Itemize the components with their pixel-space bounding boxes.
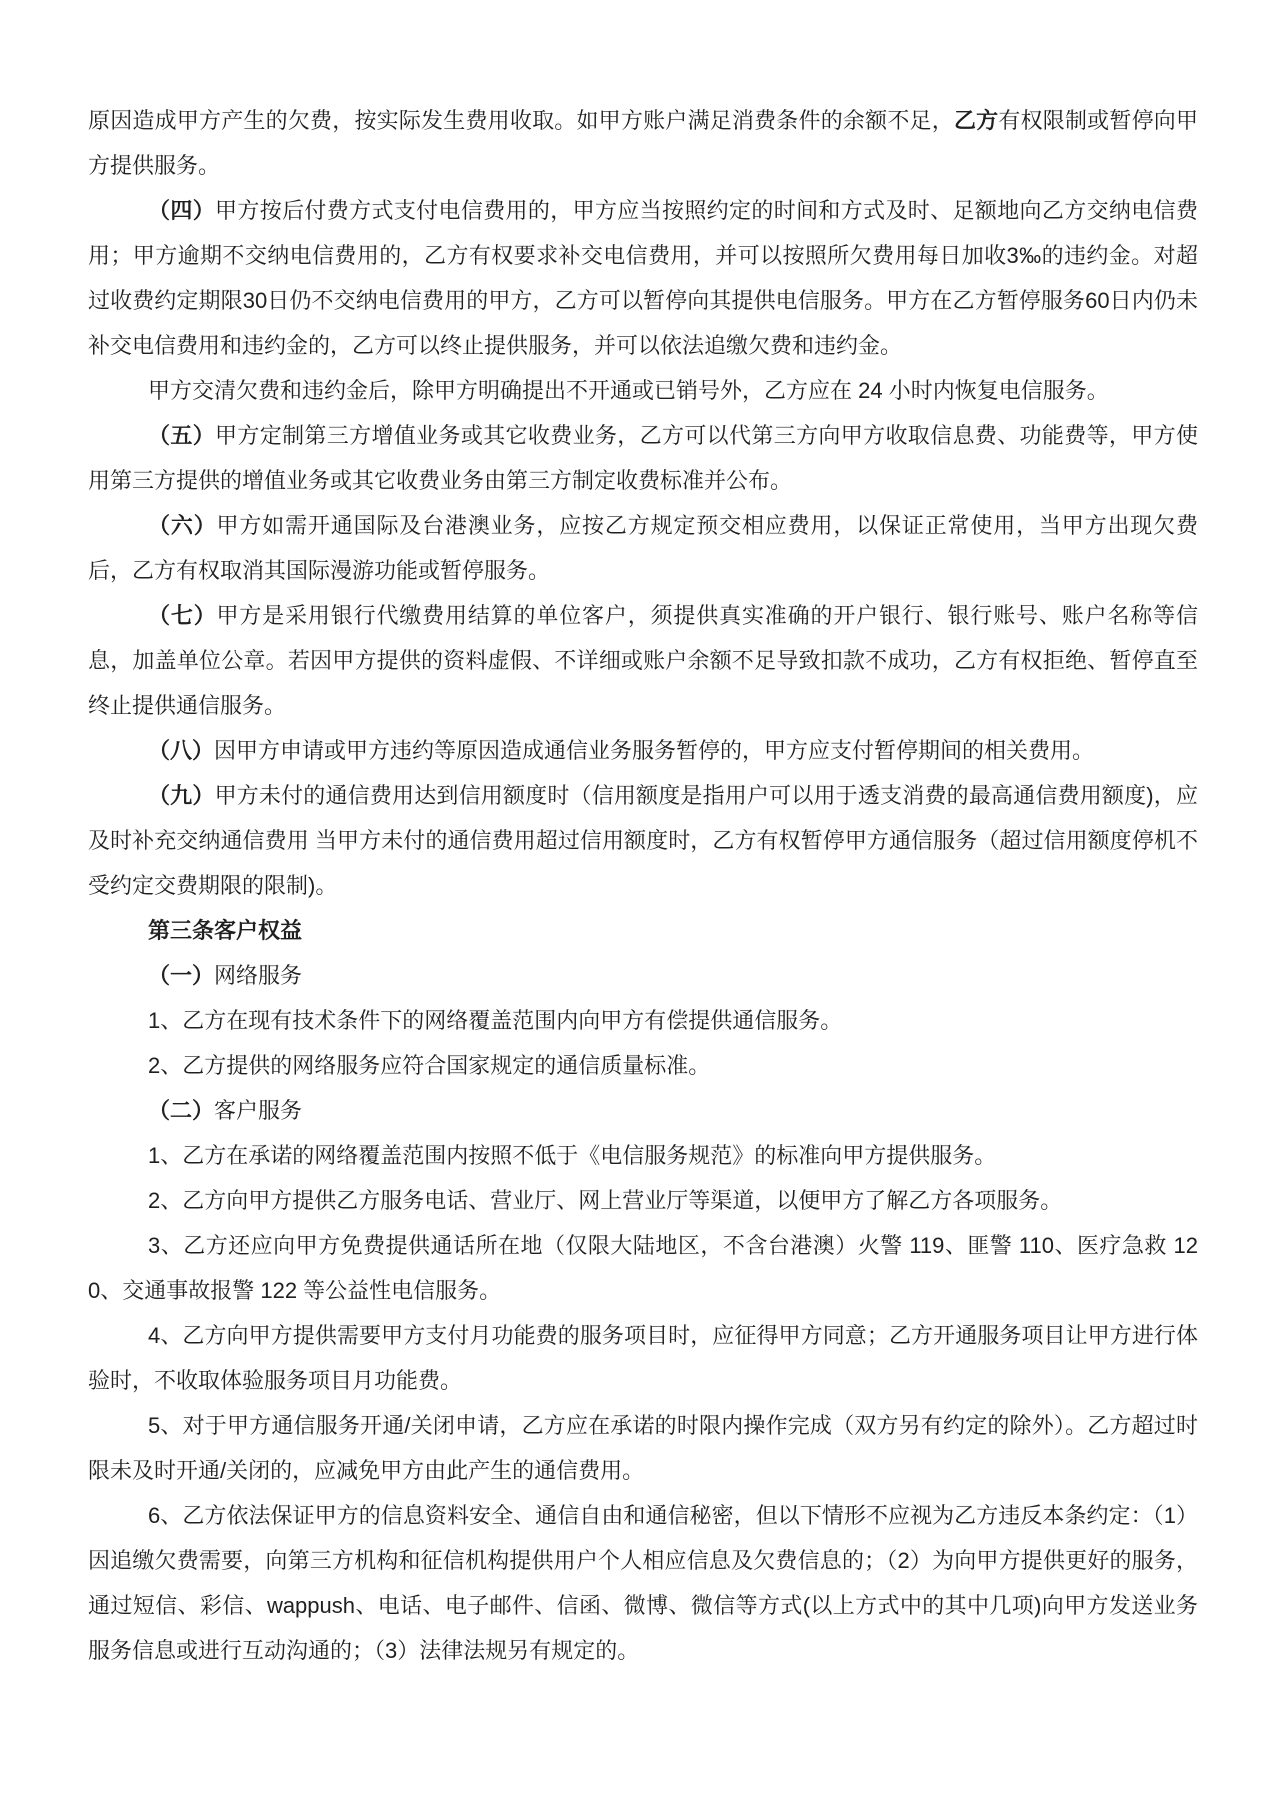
contract-paragraph — [88, 1223, 1198, 1313]
bold-text-run: （二） — [148, 1098, 215, 1123]
section-heading — [88, 908, 1198, 953]
text-run: 原因造成甲方产生的欠费，按实际发生费用收取。如甲方账户满足消费条件的余额不足， — [88, 108, 954, 133]
text-run: 甲方定制第三方增值业务或其它收费业务，乙方可以代第三方向甲方收取信息费、功能费等，甲方使用第三方提供的增值业务或其它收费业务由第三方制定收费标准并公布。 — [88, 423, 1198, 493]
contract-paragraph — [88, 593, 1198, 728]
text-run: 2、乙方提供的网络服务应符合国家规定的通信质量标准。 — [148, 1053, 711, 1078]
text-run: 有权限制或暂停向甲方提供服务。 — [88, 108, 1198, 178]
text-run: 甲方如需开通国际及台港澳业务，应按乙方规定预交相应费用，以保证正常使用，当甲方出现欠费后，乙方有权取消其国际漫游功能或暂停服务。 — [88, 513, 1198, 583]
contract-paragraph — [88, 1043, 1198, 1088]
contract-paragraph — [88, 188, 1198, 368]
contract-paragraph — [88, 953, 1198, 998]
contract-paragraph — [88, 998, 1198, 1043]
text-run: 5、对于甲方通信服务开通/关闭申请，乙方应在承诺的时限内操作完成（双方另有约定的除外）。乙方超过时限未及时开通/关闭的，应减免甲方由此产生的通信费用。 — [88, 1413, 1198, 1483]
contract-paragraph — [88, 1088, 1198, 1133]
text-run: 网络服务 — [214, 963, 303, 988]
text-run: 客户服务 — [214, 1098, 303, 1123]
contract-paragraph — [88, 728, 1198, 773]
contract-paragraph — [88, 1493, 1198, 1673]
bold-text-run: （六） — [148, 513, 217, 538]
text-run: 3、乙方还应向甲方免费提供通话所在地（仅限大陆地区，不含台港澳）火警 119、匪警 110、医疗急救 120、交通事故报警 122 等公益性电信服务。 — [88, 1233, 1198, 1303]
text-run: 6、乙方依法保证甲方的信息资料安全、通信自由和通信秘密，但以下情形不应视为乙方违反本条约定：（1）因追缴欠费需要，向第三方机构和征信机构提供用户个人相应信息及欠费信息的；（2）为向甲方提供更好的服务，通过短信、彩信、wappush、电话、电子邮件、信函、微博、微信等方式(以上方式中的其中几项)向甲方发送业务服务信息或进行互动沟通的；（3）法律法规另有规定的。 — [88, 1503, 1198, 1663]
text-run: 2、乙方向甲方提供乙方服务电话、营业厅、网上营业厅等渠道，以便甲方了解乙方各项服务。 — [148, 1188, 1063, 1213]
bold-text-run: （五） — [148, 423, 216, 448]
contract-paragraph — [88, 98, 1198, 188]
bold-text-run: 乙方 — [953, 108, 999, 133]
contract-paragraph — [88, 1403, 1198, 1493]
contract-paragraph — [88, 503, 1198, 593]
bold-text-run: 第三条客户权益 — [148, 918, 303, 943]
contract-paragraph — [88, 413, 1198, 503]
contract-paragraph — [88, 368, 1198, 413]
text-run: 甲方按后付费方式支付电信费用的，甲方应当按照约定的时间和方式及时、足额地向乙方交纳电信费用；甲方逾期不交纳电信费用的，乙方有权要求补交电信费用，并可以按照所欠费用每日加收3‰的违约金。对超过收费约定期限30日仍不交纳电信费用的甲方，乙方可以暂停向其提供电信服务。甲方在乙方暂停服务60日内仍未补交电信费用和违约金的，乙方可以终止提供服务，并可以依法追缴欠费和违约金。 — [88, 198, 1198, 358]
text-run: 4、乙方向甲方提供需要甲方支付月功能费的服务项目时，应征得甲方同意；乙方开通服务项目让甲方进行体验时，不收取体验服务项目月功能费。 — [88, 1323, 1198, 1393]
contract-paragraph — [88, 1178, 1198, 1223]
contract-paragraph — [88, 1313, 1198, 1403]
bold-text-run: （九） — [148, 783, 215, 808]
bold-text-run: （一） — [148, 963, 215, 988]
bold-text-run: （八） — [148, 738, 215, 763]
contract-paragraph — [88, 1133, 1198, 1178]
contract-paragraph — [88, 773, 1198, 908]
text-run: 1、乙方在现有技术条件下的网络覆盖范围内向甲方有偿提供通信服务。 — [148, 1008, 843, 1033]
text-run: 甲方交清欠费和违约金后，除甲方明确提出不开通或已销号外，乙方应在 24 小时内恢复电信服务。 — [148, 378, 1109, 403]
text-run: 因甲方申请或甲方违约等原因造成通信业务服务暂停的，甲方应支付暂停期间的相关费用。 — [214, 738, 1095, 763]
text-run: 甲方是采用银行代缴费用结算的单位客户，须提供真实准确的开户银行、银行账号、账户名称等信息，加盖单位公章。若因甲方提供的资料虚假、不详细或账户余额不足导致扣款不成功，乙方有权拒绝、暂停直至终止提供通信服务。 — [88, 603, 1198, 718]
contract-body — [88, 98, 1198, 1673]
bold-text-run: （四） — [148, 198, 216, 223]
text-run: 1、乙方在承诺的网络覆盖范围内按照不低于《电信服务规范》的标准向甲方提供服务。 — [148, 1143, 997, 1168]
bold-text-run: （七） — [148, 603, 217, 628]
text-run: 甲方未付的通信费用达到信用额度时（信用额度是指用户可以用于透支消费的最高通信费用额度)，应及时补充交纳通信费用 当甲方未付的通信费用超过信用额度时，乙方有权暂停甲方通信服务（超过信用额度停机不受约定交费期限的限制)。 — [88, 783, 1198, 898]
